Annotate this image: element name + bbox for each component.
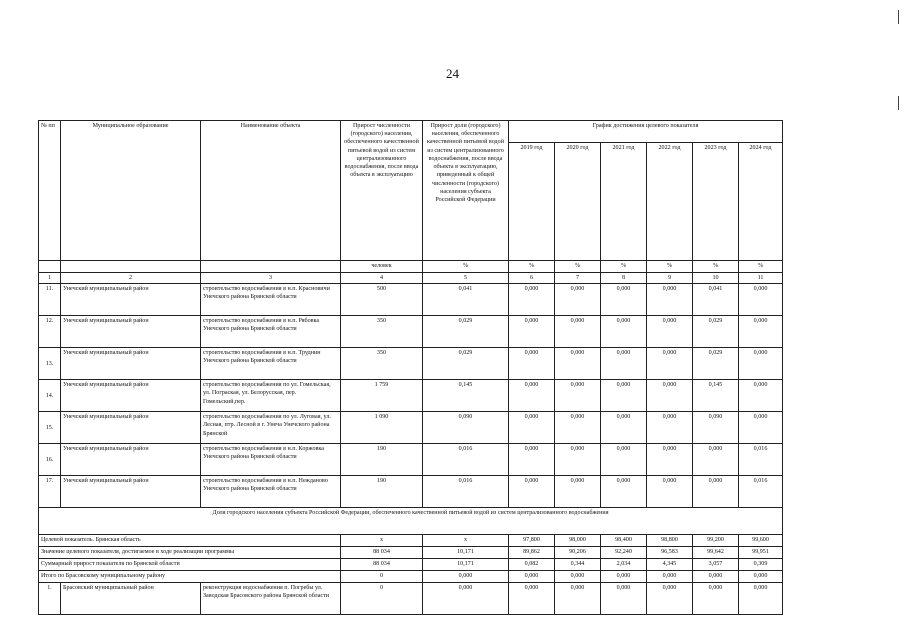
unit-cell: % [693,261,739,273]
year-value-cell: 0,000 [739,316,783,348]
year-value-cell: 99,642 [693,547,739,559]
header-year-2020: 2020 год [555,143,601,261]
year-value-cell: 0,000 [555,348,601,380]
row-number: 15. [39,412,61,444]
header-schedule: График достижения целевого показателя [509,121,783,143]
year-value-cell: 0,000 [693,476,739,508]
year-value-cell: 0,000 [555,476,601,508]
object-cell: строительство водоснабжения по ул. Гомельская, ул. Пограская, ул. Белорусская, пер. Гомельский,пер. [201,380,341,412]
year-value-cell: 0,029 [693,316,739,348]
year-value-cell: 0,000 [739,583,783,615]
row-number: 11. [39,284,61,316]
year-value-cell: 0,000 [739,380,783,412]
year-value-cell: 0,000 [509,380,555,412]
year-value-cell: 0,000 [555,571,601,583]
units-row [39,261,783,273]
year-value-cell: 0,000 [647,412,693,444]
year-value-cell: 0,000 [601,583,647,615]
summary-row [39,547,783,559]
year-value-cell: 0,000 [647,444,693,476]
section-title: Доля городского населения субъекта Российской Федерации, обеспеченного качественной питьевой водой из систем централизованного водоснабжения [39,508,783,535]
edge-mark [898,96,899,110]
unit-cell: % [647,261,693,273]
header-year-2022: 2022 год [647,143,693,261]
header-num: № пп [39,121,61,261]
year-value-cell: 3,057 [693,559,739,571]
object-cell: строительство водоснабжения в н.п. Неждановo Унечского района Брянской области [201,476,341,508]
population-growth-cell: 88 034 [341,547,423,559]
population-growth-cell: 190 [341,444,423,476]
share-growth-cell: 0,090 [423,412,509,444]
share-growth-cell: 0,000 [423,571,509,583]
year-value-cell: 0,000 [509,571,555,583]
table-row [39,476,783,508]
share-growth-cell: 10,171 [423,547,509,559]
table-row [39,380,783,412]
year-value-cell: 0,000 [647,316,693,348]
municipality-cell: Унечский муниципальный район [61,380,201,412]
share-growth-cell: х [423,535,509,547]
share-growth-cell: 0,000 [423,583,509,615]
year-value-cell: 0,000 [555,444,601,476]
municipality-cell: Унечский муниципальный район [61,348,201,380]
share-growth-cell: 0,041 [423,284,509,316]
unit-cell: человек [341,261,423,273]
year-value-cell: 92,240 [601,547,647,559]
population-growth-cell: 500 [341,284,423,316]
summary-label: Суммарный прирост показателя по Брянской области [39,559,341,571]
column-index: 1 [39,273,61,284]
year-value-cell: 0,000 [601,476,647,508]
year-value-cell: 0,000 [509,476,555,508]
year-value-cell: 0,000 [647,380,693,412]
year-value-cell: 0,000 [601,380,647,412]
header-year-2023: 2023 год [693,143,739,261]
year-value-cell: 0,145 [693,380,739,412]
object-cell: строительство водоснабжения по ул. Луговая, ул. Лесная, птр. Лесной в г. Унеча Унечского района Брянской [201,412,341,444]
year-value-cell: 0,000 [647,571,693,583]
object-cell: строительство водоснабжения в н.п. Труднин Унечского района Брянской области [201,348,341,380]
year-value-cell: 0,000 [601,571,647,583]
unit-cell: % [423,261,509,273]
column-index: 2 [61,273,201,284]
year-value-cell: 96,583 [647,547,693,559]
share-growth-cell: 0,029 [423,348,509,380]
table-row [39,348,783,380]
header-year-2019: 2019 год [509,143,555,261]
municipality-cell: Брасовский муниципальный район [61,583,201,615]
year-value-cell: 0,000 [647,348,693,380]
share-growth-cell: 0,029 [423,316,509,348]
year-value-cell: 0,000 [601,412,647,444]
unit-cell: % [601,261,647,273]
header-population-growth: Прирост численности (городского) населения, обеспеченного качественной питьевой водой из систем централизованного водоснабжения, после ввода объекта в эксплуатацию [341,121,423,261]
unit-cell: % [509,261,555,273]
summary-row [39,559,783,571]
year-value-cell: 2,034 [601,559,647,571]
year-value-cell: 89,862 [509,547,555,559]
row-number: 12. [39,316,61,348]
object-cell: строительство водоснабжения в н.п. Коржовка Унечского района Брянской области [201,444,341,476]
population-growth-cell: х [341,535,423,547]
column-index-row [39,273,783,284]
year-value-cell: 98,400 [601,535,647,547]
summary-label: Итого по Брасовскому муниципальному району [39,571,341,583]
year-value-cell: 0,000 [693,583,739,615]
year-value-cell: 0,000 [601,348,647,380]
unit-cell: % [555,261,601,273]
year-value-cell: 0,000 [601,316,647,348]
share-growth-cell: 0,016 [423,476,509,508]
table-row [39,316,783,348]
population-growth-cell: 1 759 [341,380,423,412]
year-value-cell: 0,000 [693,571,739,583]
year-value-cell: 0,000 [509,316,555,348]
year-value-cell: 0,000 [739,284,783,316]
year-value-cell: 0,000 [647,284,693,316]
year-value-cell: 0,000 [739,412,783,444]
column-index: 5 [423,273,509,284]
year-value-cell: 4,345 [647,559,693,571]
municipality-cell: Унечский муниципальный район [61,476,201,508]
row-number: 13. [39,348,61,380]
table-row [39,412,783,444]
municipality-cell: Унечский муниципальный район [61,444,201,476]
header-year-2024: 2024 год [739,143,783,261]
section-title-row [39,508,783,535]
header-municipality: Муниципальное образование [61,121,201,261]
year-value-cell: 0,000 [555,412,601,444]
object-cell: реконструкция водоснабжения п. Погребы ул. Заводская Брасовского района Брянской области [201,583,341,615]
municipality-cell: Унечский муниципальный район [61,412,201,444]
column-index: 10 [693,273,739,284]
year-value-cell: 0,016 [739,476,783,508]
table-row [39,284,783,316]
year-value-cell: 0,016 [739,444,783,476]
summary-row [39,535,783,547]
municipality-cell: Унечский муниципальный район [61,284,201,316]
year-value-cell: 0,000 [693,444,739,476]
row-number: 14. [39,380,61,412]
year-value-cell: 0,090 [693,412,739,444]
year-value-cell: 97,800 [509,535,555,547]
year-value-cell: 90,206 [555,547,601,559]
year-value-cell: 0,000 [509,412,555,444]
summary-row [39,571,783,583]
year-value-cell: 0,344 [555,559,601,571]
year-value-cell: 0,309 [739,559,783,571]
row-number: 17. [39,476,61,508]
year-value-cell: 0,000 [555,583,601,615]
population-growth-cell: 0 [341,583,423,615]
year-value-cell: 0,000 [555,316,601,348]
header-year-2021: 2021 год [601,143,647,261]
population-growth-cell: 350 [341,316,423,348]
column-index: 8 [601,273,647,284]
year-value-cell: 0,000 [601,284,647,316]
year-value-cell: 0,000 [601,444,647,476]
year-value-cell: 0,000 [509,583,555,615]
header-share-growth: Прирост доли (городского) населения, обеспеченного качественной питьевой водой из систем централизованного водоснабжения, после ввода объекта в эксплуатацию, приведенный к общей численности (городского) населения субъекта Российской Федерации [423,121,509,261]
column-index: 6 [509,273,555,284]
column-index: 9 [647,273,693,284]
column-index: 11 [739,273,783,284]
object-cell: строительство водоснабжения в н.п. Рябовка Унечского района Брянской области [201,316,341,348]
table-row [39,444,783,476]
summary-label: Целевой показатель. Брянская область [39,535,341,547]
share-growth-cell: 0,145 [423,380,509,412]
table-row [39,583,783,615]
year-value-cell: 0,000 [509,348,555,380]
year-value-cell: 0,041 [693,284,739,316]
row-number: 16. [39,444,61,476]
summary-label: Значение целевого показателя, достигаемое в ходе реализации программы [39,547,341,559]
population-growth-cell: 0 [341,571,423,583]
header-object: Наименование объекта [201,121,341,261]
population-growth-cell: 88 034 [341,559,423,571]
row-number: 1. [39,583,61,615]
year-value-cell: 0,000 [739,571,783,583]
year-value-cell: 0,000 [739,348,783,380]
year-value-cell: 98,000 [555,535,601,547]
year-value-cell: 0,000 [555,380,601,412]
population-growth-cell: 1 090 [341,412,423,444]
municipality-cell: Унечский муниципальный район [61,316,201,348]
edge-mark [898,10,899,24]
year-value-cell: 0,000 [647,476,693,508]
year-value-cell: 0,000 [555,284,601,316]
column-index: 7 [555,273,601,284]
year-value-cell: 0,000 [647,583,693,615]
year-value-cell: 0,000 [509,444,555,476]
year-value-cell: 99,951 [739,547,783,559]
year-value-cell: 98,800 [647,535,693,547]
share-growth-cell: 10,171 [423,559,509,571]
year-value-cell: 0,000 [509,284,555,316]
column-index: 3 [201,273,341,284]
population-growth-cell: 350 [341,348,423,380]
column-index: 4 [341,273,423,284]
page-number: 24 [446,66,459,81]
year-value-cell: 99,200 [693,535,739,547]
year-value-cell: 0,082 [509,559,555,571]
object-cell: строительство водоснабжения в н.п. Красновичи Унечского района Брянской области [201,284,341,316]
share-growth-cell: 0,016 [423,444,509,476]
population-growth-cell: 190 [341,476,423,508]
year-value-cell: 0,029 [693,348,739,380]
target-indicator-table [38,120,783,615]
unit-cell: % [739,261,783,273]
year-value-cell: 99,600 [739,535,783,547]
